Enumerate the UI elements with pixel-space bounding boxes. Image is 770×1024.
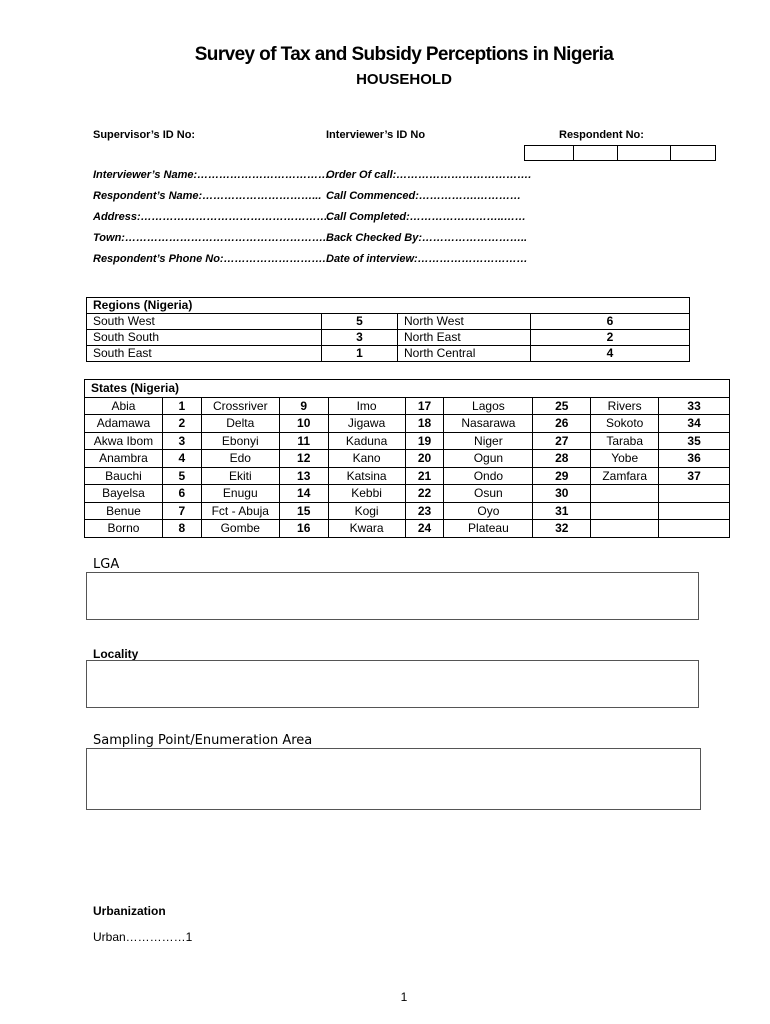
table-row (85, 485, 730, 503)
state-code: 29 (533, 467, 591, 485)
supervisor-id-label: Supervisor’s ID No: (93, 129, 196, 141)
states-caption: States (Nigeria) (85, 380, 730, 398)
state-code (659, 520, 730, 538)
state-name: Delta (201, 415, 279, 433)
states-table (84, 379, 730, 538)
date-of-interview-field[interactable]: Date of interview:………………………… (326, 253, 528, 265)
state-name: Crossriver (201, 397, 279, 415)
locality-input-box[interactable] (86, 660, 699, 708)
region-code: 5 (322, 314, 398, 330)
state-code: 13 (279, 467, 328, 485)
state-name: Kaduna (328, 432, 405, 450)
state-code: 25 (533, 397, 591, 415)
phone-field[interactable]: Respondent’s Phone No:………………………. (93, 253, 326, 265)
state-name: Yobe (591, 450, 659, 468)
region-code: 6 (531, 314, 690, 330)
table-row (85, 502, 730, 520)
table-row (85, 520, 730, 538)
state-name: Osun (444, 485, 533, 503)
state-name: Kogi (328, 502, 405, 520)
state-name: Enugu (201, 485, 279, 503)
table-row (85, 415, 730, 433)
state-name: Fct - Abuja (201, 502, 279, 520)
state-code: 5 (162, 467, 201, 485)
state-code: 18 (405, 415, 444, 433)
state-name (591, 485, 659, 503)
page-subtitle: HOUSEHOLD (356, 71, 452, 88)
state-code: 3 (162, 432, 201, 450)
respondent-no-cell[interactable] (525, 146, 574, 160)
lga-label: LGA (93, 557, 120, 572)
state-code: 30 (533, 485, 591, 503)
state-code: 31 (533, 502, 591, 520)
state-code: 34 (659, 415, 730, 433)
state-name: Jigawa (328, 415, 405, 433)
state-code: 11 (279, 432, 328, 450)
state-name: Ondo (444, 467, 533, 485)
state-code: 19 (405, 432, 444, 450)
region-code: 4 (531, 346, 690, 362)
region-name: North West (398, 314, 531, 330)
state-name: Nasarawa (444, 415, 533, 433)
respondent-no-boxes[interactable] (524, 145, 716, 161)
state-code: 12 (279, 450, 328, 468)
state-code: 4 (162, 450, 201, 468)
state-code: 16 (279, 520, 328, 538)
state-code: 17 (405, 397, 444, 415)
region-code: 2 (531, 330, 690, 346)
state-name: Niger (444, 432, 533, 450)
state-code: 2 (162, 415, 201, 433)
state-name: Borno (85, 520, 163, 538)
page-title: Survey of Tax and Subsidy Perceptions in Nigeria (194, 44, 614, 65)
state-code: 23 (405, 502, 444, 520)
table-row (87, 330, 690, 346)
sampling-point-label: Sampling Point/Enumeration Area (93, 733, 313, 748)
respondent-name-field[interactable]: Respondent’s Name:…………………………... (93, 190, 322, 202)
state-name: Kwara (328, 520, 405, 538)
state-name: Abia (85, 397, 163, 415)
state-name: Lagos (444, 397, 533, 415)
region-name: South East (87, 346, 322, 362)
state-code: 14 (279, 485, 328, 503)
state-name: Gombe (201, 520, 279, 538)
region-name: North East (398, 330, 531, 346)
table-row (85, 397, 730, 415)
region-code: 3 (322, 330, 398, 346)
state-code: 28 (533, 450, 591, 468)
back-checked-field[interactable]: Back Checked By:……………………….. (326, 232, 528, 244)
state-name: Anambra (85, 450, 163, 468)
region-name: South South (87, 330, 322, 346)
state-name: Ogun (444, 450, 533, 468)
state-code: 9 (279, 397, 328, 415)
respondent-no-label: Respondent No: (559, 129, 644, 141)
state-name: Edo (201, 450, 279, 468)
state-name: Benue (85, 502, 163, 520)
address-field[interactable]: Address:……………………………………………. (93, 211, 331, 223)
state-code: 37 (659, 467, 730, 485)
state-name: Akwa Ibom (85, 432, 163, 450)
table-row (87, 314, 690, 330)
state-code: 35 (659, 432, 730, 450)
state-code: 1 (162, 397, 201, 415)
state-code (659, 502, 730, 520)
regions-caption: Regions (Nigeria) (87, 298, 690, 314)
state-code: 27 (533, 432, 591, 450)
page-number: 1 (400, 990, 408, 1004)
state-code: 36 (659, 450, 730, 468)
state-code (659, 485, 730, 503)
interviewer-id-label: Interviewer’s ID No (326, 129, 426, 141)
table-row (85, 450, 730, 468)
state-code: 7 (162, 502, 201, 520)
state-code: 33 (659, 397, 730, 415)
state-code: 20 (405, 450, 444, 468)
state-code: 22 (405, 485, 444, 503)
region-name: North Central (398, 346, 531, 362)
state-code: 24 (405, 520, 444, 538)
state-name: Ekiti (201, 467, 279, 485)
state-name: Imo (328, 397, 405, 415)
state-name: Sokoto (591, 415, 659, 433)
locality-label: Locality (93, 647, 139, 661)
state-code: 15 (279, 502, 328, 520)
state-code: 21 (405, 467, 444, 485)
state-code: 32 (533, 520, 591, 538)
table-row (85, 432, 730, 450)
respondent-no-cell[interactable] (618, 146, 671, 160)
state-name: Ebonyi (201, 432, 279, 450)
interviewer-name-field[interactable]: Interviewer’s Name:………………………………. (93, 169, 333, 181)
respondent-no-cell[interactable] (671, 146, 715, 160)
regions-table (86, 297, 690, 362)
state-name: Taraba (591, 432, 659, 450)
table-row (87, 346, 690, 362)
call-commenced-field[interactable]: Call Commenced:…………….………… (326, 190, 521, 202)
state-name: Adamawa (85, 415, 163, 433)
lga-input-box[interactable] (86, 572, 699, 620)
state-code: 8 (162, 520, 201, 538)
state-name (591, 520, 659, 538)
urban-option[interactable]: Urban……………1 (93, 930, 193, 944)
town-field[interactable]: Town:………………………………………………. (93, 232, 327, 244)
state-name: Rivers (591, 397, 659, 415)
state-name: Zamfara (591, 467, 659, 485)
region-name: South West (87, 314, 322, 330)
state-name: Kebbi (328, 485, 405, 503)
order-of-call-field[interactable]: Order Of call:………………………………. (326, 169, 532, 181)
call-completed-field[interactable]: Call Completed:……………………..…… (326, 211, 526, 223)
table-row (85, 467, 730, 485)
state-name: Katsina (328, 467, 405, 485)
state-name (591, 502, 659, 520)
sampling-point-input-box[interactable] (86, 748, 701, 810)
state-name: Oyo (444, 502, 533, 520)
urbanization-label: Urbanization (93, 904, 166, 918)
state-name: Bayelsa (85, 485, 163, 503)
state-code: 26 (533, 415, 591, 433)
state-name: Kano (328, 450, 405, 468)
state-name: Bauchi (85, 467, 163, 485)
region-code: 1 (322, 346, 398, 362)
state-name: Plateau (444, 520, 533, 538)
respondent-no-cell[interactable] (574, 146, 618, 160)
state-code: 10 (279, 415, 328, 433)
state-code: 6 (162, 485, 201, 503)
